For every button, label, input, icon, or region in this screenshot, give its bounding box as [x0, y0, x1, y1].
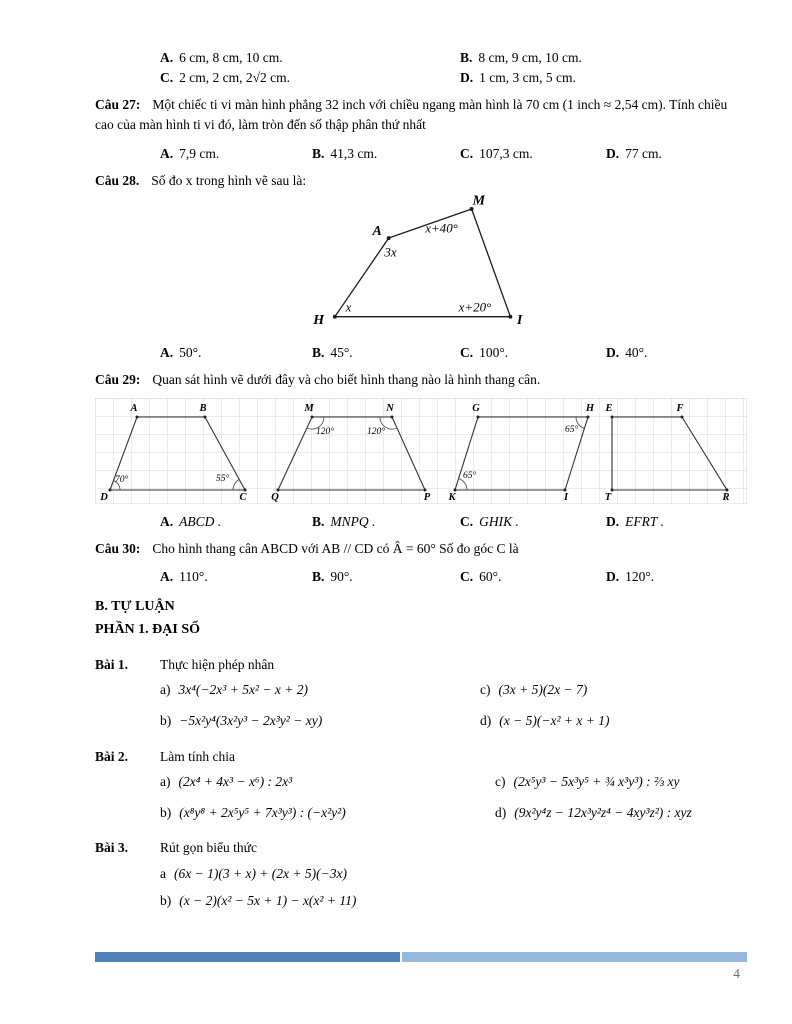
vertex-dot — [587, 416, 590, 419]
vertex-dot — [611, 416, 614, 419]
item-expression: (x − 2)(x² − 5x + 1) − x(x² + 11) — [179, 893, 357, 909]
exercise-3 — [95, 838, 747, 911]
answer-option — [606, 569, 747, 585]
option-text: GHIK . — [479, 514, 519, 529]
page-number: 4 — [733, 966, 740, 981]
option-text: 107,3 cm. — [479, 145, 533, 161]
item-expression: −5x²y⁴(3x²y³ − 2x³y² − xy) — [179, 713, 323, 729]
exercise-item — [495, 772, 747, 792]
option-text: 7,9 cm. — [179, 145, 220, 161]
question-30 — [95, 539, 747, 559]
exercise-label: Bài 2. — [95, 748, 129, 764]
option-letter: C. — [160, 70, 174, 85]
vertex-label-p: P — [423, 492, 431, 503]
answer-option — [312, 514, 460, 530]
angle-label-i: x+20° — [458, 299, 492, 315]
item-letter: c) — [480, 682, 491, 698]
exercise-1 — [95, 655, 747, 732]
question-28-label: Câu 28. — [95, 172, 140, 188]
exercise-label: Bài 1. — [95, 656, 129, 672]
option-text: 77 cm. — [625, 145, 662, 161]
vertex-label-i: I — [563, 492, 569, 503]
option-letter: B. — [460, 50, 473, 65]
exercise-title: Thực hiện phép nhân — [160, 656, 275, 672]
answer-option — [606, 345, 747, 361]
vertex-dot — [136, 416, 139, 419]
vertex-label-c: C — [239, 492, 247, 503]
angle-label-n: 120° — [367, 427, 386, 437]
vertex-label-n: N — [386, 403, 394, 414]
question-30-text: Cho hình thang cân ABCD với AB // CD có Â = 60° Số đo góc C là — [152, 541, 519, 556]
question-29 — [95, 370, 747, 390]
option-letter: C. — [460, 569, 474, 585]
question-27-text: Một chiếc ti vi màn hình phẳng 32 inch với chiều ngang màn hình là 70 cm (1 inch ≈ 2,54 cm). Tính chiều cao của màn hình ti vi đó, làm tròn đến số thập phân thứ nhất — [95, 97, 728, 133]
question-29-options — [95, 514, 747, 530]
angle-label-c: 55° — [216, 474, 230, 484]
vertex-dot — [311, 416, 314, 419]
option-text: 110°. — [179, 569, 208, 585]
answer-option — [460, 514, 606, 530]
option-text: 6 cm, 8 cm, 10 cm. — [179, 50, 283, 65]
item-expression: (2x⁴ + 4x³ − x⁶) : 2x³ — [178, 773, 293, 789]
answer-option — [160, 569, 312, 585]
exercise-label: Bài 3. — [95, 840, 129, 856]
vertex-dot — [387, 236, 391, 240]
section-title-tu-luan: B. TỰ LUẬN — [95, 599, 175, 615]
option-letter: B. — [312, 344, 325, 360]
question-29-text: Quan sát hình vẽ dưới đây và cho biết hình thang nào là hình thang cân. — [152, 371, 541, 387]
vertex-dot — [508, 315, 512, 319]
angle-label-a: 3x — [384, 244, 397, 260]
option-text: MNPQ . — [330, 514, 376, 529]
answer-option — [312, 569, 460, 585]
option-text: 100°. — [479, 344, 509, 360]
exercise-item — [160, 863, 747, 885]
vertex-dot — [109, 489, 112, 492]
exercise-title: Làm tính chia — [160, 748, 235, 764]
item-letter: c) — [495, 773, 506, 789]
option-letter: C. — [460, 514, 474, 529]
exercise-title: Rút gọn biểu thức — [160, 840, 257, 856]
item-expression: (6x − 1)(3 + x) + (2x + 5)(−3x) — [174, 865, 347, 881]
footer-bar-left-segment — [95, 952, 400, 962]
item-letter: a) — [160, 682, 171, 698]
exercise-3-items — [95, 863, 747, 912]
vertex-dot — [204, 416, 207, 419]
item-letter: a — [160, 865, 166, 881]
item-expression: (3x + 5)(2x − 7) — [498, 682, 588, 698]
answer-option — [160, 70, 460, 86]
angle-label-h: x — [345, 299, 352, 315]
question-27-label: Câu 27: — [95, 97, 141, 112]
question-28-text: Số đo x trong hình vẽ sau là: — [151, 172, 307, 188]
exercise-2-header — [95, 747, 747, 767]
exercise-item — [160, 680, 480, 700]
vertex-dot — [477, 416, 480, 419]
top-options — [95, 50, 747, 86]
vertex-label-a: A — [130, 403, 138, 414]
option-letter: D. — [606, 569, 620, 585]
answer-option — [460, 70, 747, 86]
option-letter: B. — [312, 145, 325, 161]
option-letter: A. — [160, 344, 174, 360]
option-letter: B. — [312, 569, 325, 585]
exercise-item — [480, 680, 747, 700]
option-text: 2 cm, 2 cm, 2√2 cm. — [179, 70, 291, 85]
vertex-label-b: B — [199, 403, 207, 414]
vertex-dot — [391, 416, 394, 419]
vertex-label-m: M — [304, 403, 314, 414]
vertex-label-i: I — [516, 312, 523, 328]
angle-label-m: 120° — [316, 427, 335, 437]
item-expression: 3x⁴(−2x³ + 5x² − x + 2) — [178, 682, 308, 698]
answer-option — [160, 146, 312, 162]
vertex-label-q: Q — [271, 492, 279, 503]
option-letter: D. — [606, 344, 620, 360]
item-expression: (9x²y⁴z − 12x³y²z⁴ − 4xy³z²) : xyz — [514, 805, 692, 821]
vertex-label-h: H — [585, 403, 595, 414]
grid-paper — [95, 398, 747, 504]
option-letter: D. — [460, 70, 474, 85]
footer-bar-right-segment — [402, 952, 747, 962]
vertex-label-k: K — [448, 492, 456, 503]
option-letter: A. — [160, 514, 174, 529]
item-letter: a) — [160, 773, 171, 789]
option-text: 50°. — [179, 344, 202, 360]
section-title-phan-1: PHẦN 1. ĐẠI SỐ — [95, 621, 201, 637]
angle-label-h: 65° — [565, 425, 579, 435]
question-27 — [95, 95, 747, 136]
vertex-label-f: F — [676, 403, 684, 414]
option-text: 60°. — [479, 569, 502, 585]
exercise-item — [480, 711, 747, 731]
vertex-label-h: H — [313, 312, 325, 328]
exercise-2-items — [95, 772, 747, 824]
answer-option — [160, 345, 312, 361]
item-expression: (2x⁵y³ − 5x³y⁵ + ¾ x³y³) : ⅔ xy — [513, 773, 680, 789]
answer-option — [460, 50, 747, 66]
exercise-item — [160, 890, 747, 912]
question-30-label: Câu 30: — [95, 541, 141, 556]
question-29-trapezoids-figure — [95, 398, 747, 504]
option-letter: D. — [606, 514, 620, 529]
vertex-label-r: R — [722, 492, 730, 503]
item-letter: b) — [160, 805, 172, 821]
option-letter: A. — [160, 569, 174, 585]
answer-option — [312, 146, 460, 162]
question-28-quadrilateral-figure — [302, 195, 540, 335]
vertex-dot — [681, 416, 684, 419]
answer-option — [460, 569, 606, 585]
question-28 — [95, 171, 747, 191]
option-letter: C. — [460, 145, 474, 161]
item-letter: d) — [495, 805, 507, 821]
angle-label-d: 70° — [115, 475, 129, 485]
option-text: 120°. — [625, 569, 655, 585]
vertex-label-g: G — [472, 403, 480, 414]
item-letter: b) — [160, 713, 172, 729]
vertex-label-a: A — [372, 223, 382, 239]
exercise-1-header — [95, 655, 747, 675]
answer-option — [606, 146, 747, 162]
question-29-label: Câu 29: — [95, 371, 141, 387]
exercise-item — [160, 772, 495, 792]
option-letter: D. — [606, 145, 620, 161]
exercise-1-items — [95, 680, 747, 732]
vertex-label-d: D — [100, 492, 108, 503]
option-text: 45°. — [330, 344, 353, 360]
exercise-item — [495, 803, 747, 823]
option-letter: A. — [160, 50, 174, 65]
option-text: 8 cm, 9 cm, 10 cm. — [478, 50, 582, 65]
option-text: 1 cm, 3 cm, 5 cm. — [479, 70, 576, 85]
option-letter: C. — [460, 344, 474, 360]
item-letter: d) — [480, 713, 492, 729]
answer-option — [460, 345, 606, 361]
angle-label-m: x+40° — [425, 220, 458, 236]
answer-option — [160, 514, 312, 530]
answer-option — [312, 345, 460, 361]
vertex-label-t: T — [604, 492, 612, 503]
option-letter: A. — [160, 145, 174, 161]
footer-divider — [95, 952, 747, 962]
answer-option — [606, 514, 747, 530]
vertex-label-e: E — [605, 403, 613, 414]
question-28-options — [95, 345, 747, 361]
question-27-options — [95, 146, 747, 162]
vertex-label-m: M — [472, 194, 486, 209]
answer-option — [460, 146, 606, 162]
option-text: ABCD . — [179, 514, 222, 529]
exercise-item — [160, 711, 480, 731]
exercise-3-header — [95, 838, 747, 858]
option-text: EFRT . — [625, 514, 664, 529]
option-text: 41,3 cm. — [330, 145, 378, 161]
option-text: 40°. — [625, 344, 648, 360]
page-content — [95, 50, 747, 912]
exercise-2 — [95, 747, 747, 824]
item-expression: (x⁸y⁸ + 2x⁵y⁵ + 7x³y³) : (−x²y²) — [179, 805, 346, 821]
item-expression: (x − 5)(−x² + x + 1) — [499, 713, 610, 729]
question-30-options — [95, 569, 747, 585]
angle-label-k: 65° — [463, 471, 477, 481]
vertex-dot — [333, 315, 337, 319]
item-letter: b) — [160, 893, 172, 909]
option-text: 90°. — [330, 569, 353, 585]
option-letter: B. — [312, 514, 325, 529]
exercise-item — [160, 803, 495, 823]
answer-option — [160, 50, 460, 66]
